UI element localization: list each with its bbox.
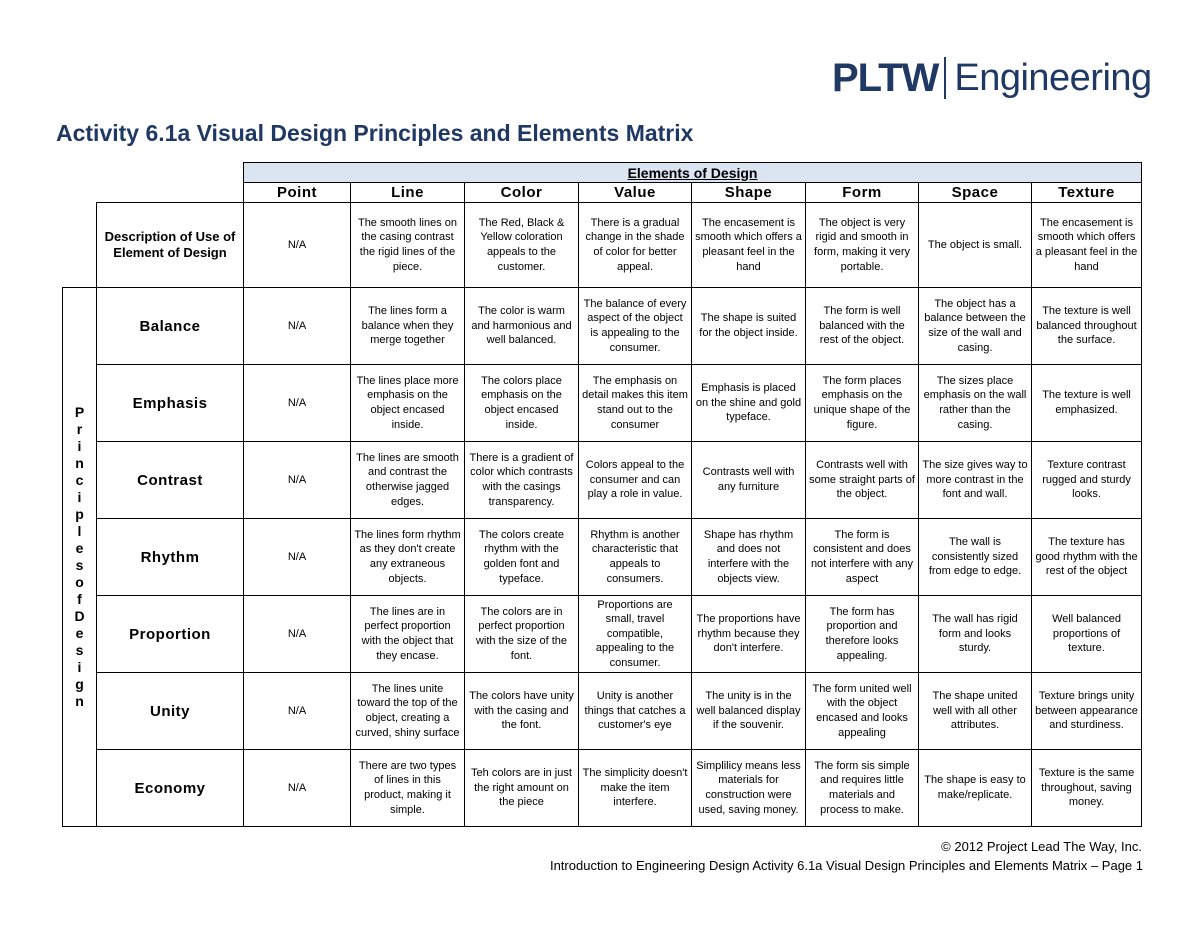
principles-letter: f: [77, 591, 82, 607]
footer-copyright: © 2012 Project Lead The Way, Inc.: [941, 839, 1142, 854]
principles-letter: i: [77, 438, 82, 454]
matrix-cell: Well balanced proportions of texture.: [1032, 596, 1142, 673]
matrix-cell: The balance of every aspect of the object is appealing to the consumer.: [579, 288, 692, 365]
matrix-cell: The form is well balanced with the rest of the object.: [806, 288, 919, 365]
matrix-cell: Texture brings unity between appearance and sturdiness.: [1032, 673, 1142, 750]
matrix-cell: N/A: [244, 442, 351, 519]
matrix-cell: The object has a balance between the size of the wall and casing.: [919, 288, 1032, 365]
elements-of-design-header: [244, 163, 1142, 183]
principles-letter: i: [77, 489, 82, 505]
row-header: Proportion: [97, 596, 244, 673]
matrix-cell: Rhythm is another characteristic that appeals to consumers.: [579, 519, 692, 596]
matrix-cell: The lines are in perfect proportion with the object that they encase.: [351, 596, 465, 673]
table-row: [63, 596, 1142, 673]
matrix-cell: The lines unite toward the top of the object, creating a curved, shiny surface: [351, 673, 465, 750]
matrix-cell: There is a gradual change in the shade of color for better appeal.: [579, 203, 692, 288]
principles-of-design-vertical-label: [63, 288, 97, 827]
principles-letter: s: [75, 557, 84, 573]
matrix-cell: N/A: [244, 203, 351, 288]
matrix-cell: N/A: [244, 596, 351, 673]
matrix-cell: Texture contrast rugged and sturdy looks.: [1032, 442, 1142, 519]
matrix-cell: The texture has good rhythm with the rest of the object: [1032, 519, 1142, 596]
matrix-cell: The colors are in perfect proportion with the size of the font.: [465, 596, 579, 673]
logo-divider: [944, 57, 946, 99]
matrix-cell: The object is very rigid and smooth in form, making it very portable.: [806, 203, 919, 288]
principles-letter: n: [75, 455, 84, 471]
table-corner-blank: [63, 163, 244, 203]
matrix-cell: N/A: [244, 365, 351, 442]
principles-letter: P: [74, 404, 85, 420]
principles-letter: e: [75, 540, 84, 556]
row-header: Unity: [97, 673, 244, 750]
row-header: Emphasis: [97, 365, 244, 442]
matrix-cell: N/A: [244, 673, 351, 750]
left-blank-cell: [63, 203, 97, 288]
matrix-cell: The emphasis on detail makes this item stand out to the consumer: [579, 365, 692, 442]
matrix-cell: The smooth lines on the casing contrast the rigid lines of the piece.: [351, 203, 465, 288]
page-title: Activity 6.1a Visual Design Principles and Elements Matrix: [56, 120, 694, 146]
row-header: Balance: [97, 288, 244, 365]
column-header-point: Point: [244, 183, 351, 203]
table-row: [63, 442, 1142, 519]
matrix-cell: The lines form rhythm as they don't create any extraneous objects.: [351, 519, 465, 596]
matrix-cell: The lines are smooth and contrast the otherwise jagged edges.: [351, 442, 465, 519]
elements-of-design-label: Elements of Design: [627, 164, 758, 181]
row-header: Rhythm: [97, 519, 244, 596]
principles-letter: c: [75, 472, 84, 488]
column-header-color: Color: [465, 183, 579, 203]
matrix-cell: The form has proportion and therefore looks appealing.: [806, 596, 919, 673]
table-row: [63, 365, 1142, 442]
principles-letter: n: [75, 693, 84, 709]
principles-letter: D: [74, 608, 85, 624]
matrix-cell: The form united well with the object encased and looks appealing: [806, 673, 919, 750]
matrix-cell: The shape is suited for the object inside.: [692, 288, 806, 365]
logo-sub: Engineering: [954, 57, 1152, 99]
principles-letter: l: [77, 523, 82, 539]
matrix-cell: Emphasis is placed on the shine and gold typeface.: [692, 365, 806, 442]
principles-letter: p: [75, 506, 84, 522]
principles-letter: e: [75, 625, 84, 641]
principles-letter: i: [77, 659, 82, 675]
matrix-cell: The wall is consistently sized from edge to edge.: [919, 519, 1032, 596]
principles-letter: g: [75, 676, 84, 692]
matrix-cell: The encasement is smooth which offers a pleasant feel in the hand: [692, 203, 806, 288]
matrix-cell: There is a gradient of color which contrasts with the casings transparency.: [465, 442, 579, 519]
matrix-cell: The lines place more emphasis on the object encased inside.: [351, 365, 465, 442]
matrix-cell: N/A: [244, 519, 351, 596]
column-header-shape: Shape: [692, 183, 806, 203]
matrix-cell: There are two types of lines in this product, making it simple.: [351, 750, 465, 827]
matrix-cell: N/A: [244, 288, 351, 365]
matrix-cell: The colors create rhythm with the golden font and typeface.: [465, 519, 579, 596]
matrix-cell: The encasement is smooth which offers a pleasant feel in the hand: [1032, 203, 1142, 288]
principles-letter: s: [75, 642, 84, 658]
matrix-cell: The wall has rigid form and looks sturdy.: [919, 596, 1032, 673]
design-matrix-table: [62, 162, 1142, 827]
table-row: [63, 288, 1142, 365]
matrix-cell: The object is small.: [919, 203, 1032, 288]
matrix-cell: The sizes place emphasis on the wall rather than the casing.: [919, 365, 1032, 442]
matrix-cell: Simplilicy means less materials for construction were used, saving money.: [692, 750, 806, 827]
table-row: [63, 673, 1142, 750]
column-header-value: Value: [579, 183, 692, 203]
column-header-texture: Texture: [1032, 183, 1142, 203]
matrix-cell: The form is consistent and does not interfere with any aspect: [806, 519, 919, 596]
matrix-cell: The shape united well with all other attributes.: [919, 673, 1032, 750]
matrix-cell: The form sis simple and requires little materials and process to make.: [806, 750, 919, 827]
matrix-cell: The color is warm and harmonious and well balanced.: [465, 288, 579, 365]
table-row: [63, 750, 1142, 827]
matrix-cell: The colors place emphasis on the object encased inside.: [465, 365, 579, 442]
matrix-cell: Proportions are small, travel compatible, appealing to the consumer.: [579, 596, 692, 673]
row-header: Contrast: [97, 442, 244, 519]
column-header-form: Form: [806, 183, 919, 203]
column-header-space: Space: [919, 183, 1032, 203]
matrix-cell: Contrasts well with any furniture: [692, 442, 806, 519]
matrix-cell: Contrasts well with some straight parts of the object.: [806, 442, 919, 519]
matrix-cell: The size gives way to more contrast in the font and wall.: [919, 442, 1032, 519]
matrix-cell: Teh colors are in just the right amount on the piece: [465, 750, 579, 827]
matrix-cell: The unity is in the well balanced display if the souvenir.: [692, 673, 806, 750]
table-row: [63, 203, 1142, 288]
principles-letter: r: [76, 421, 83, 437]
matrix-cell: The form places emphasis on the unique shape of the figure.: [806, 365, 919, 442]
matrix-cell: Texture is the same throughout, saving money.: [1032, 750, 1142, 827]
table-row: [63, 519, 1142, 596]
row-header: Description of Use of Element of Design: [97, 203, 244, 288]
logo-brand: PLTW: [832, 56, 939, 100]
matrix-cell: N/A: [244, 750, 351, 827]
matrix-cell: The Red, Black & Yellow coloration appeals to the customer.: [465, 203, 579, 288]
principles-letter: o: [75, 574, 84, 590]
row-header: Economy: [97, 750, 244, 827]
footer-page-line: Introduction to Engineering Design Activity 6.1a Visual Design Principles and Elements Matrix – Page 1: [549, 858, 1143, 873]
matrix-cell: The simplicity doesn't make the item interfere.: [579, 750, 692, 827]
matrix-cell: Shape has rhythm and does not interfere with the objects view.: [692, 519, 806, 596]
column-header-line: Line: [351, 183, 465, 203]
matrix-cell: Unity is another things that catches a customer's eye: [579, 673, 692, 750]
matrix-cell: The colors have unity with the casing and the font.: [465, 673, 579, 750]
matrix-cell: The texture is well emphasized.: [1032, 365, 1142, 442]
pltw-engineering-logo: [832, 56, 1152, 100]
matrix-cell: Colors appeal to the consumer and can play a role in value.: [579, 442, 692, 519]
matrix-cell: The proportions have rhythm because they don't interfere.: [692, 596, 806, 673]
matrix-cell: The shape is easy to make/replicate.: [919, 750, 1032, 827]
matrix-cell: The lines form a balance when they merge together: [351, 288, 465, 365]
matrix-cell: The texture is well balanced throughout the surface.: [1032, 288, 1142, 365]
